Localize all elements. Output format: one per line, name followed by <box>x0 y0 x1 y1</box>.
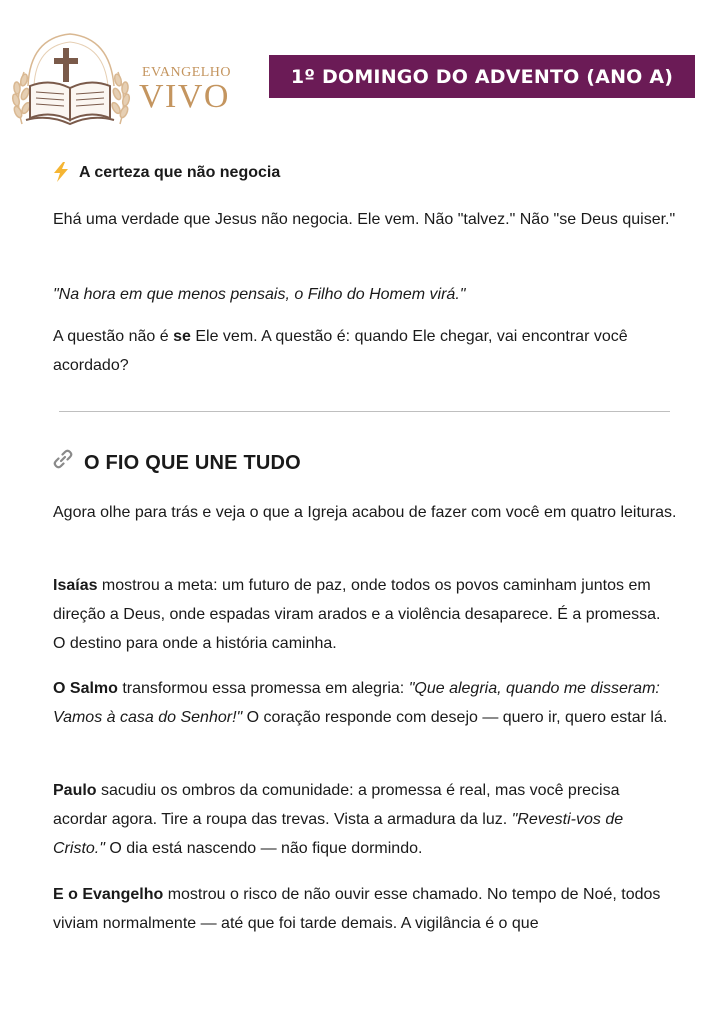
bold-span: se <box>173 328 191 345</box>
paragraph-intro: Ehá uma verdade que Jesus não negocia. Ele vem. Não "talvez." Não "se Deus quiser." <box>53 211 676 228</box>
section-heading-certeza: A certeza que não negocia <box>79 164 281 181</box>
bold-lead: O Salmo <box>53 680 118 697</box>
section-heading-fio: O FIO QUE UNE TUDO <box>84 452 301 474</box>
link-icon <box>52 448 74 470</box>
paragraph-quote <box>53 280 677 309</box>
bold-lead: E o Evangelho <box>53 886 164 903</box>
quote-text: "Revesti-vos de Cristo." <box>53 811 624 857</box>
paragraph-leituras: Agora olhe para trás e veja o que a Igreja acabou de fazer com você em quatro leituras. <box>53 504 677 521</box>
text-span: mostrou o risco de não ouvir esse chamado. No tempo de Noé, todos viviam normalmente — até que foi tarde demais. A vigilância é o que <box>53 886 661 932</box>
text-span: A questão não é <box>53 328 174 345</box>
paragraph-paulo <box>53 776 677 863</box>
text-span: Ele vem. A questão é: quando Ele chegar, vai encontrar você acordado? <box>53 328 628 374</box>
bold-lead: Isaías <box>53 577 98 594</box>
text-span: O dia está nascendo — não fique dormindo. <box>104 840 423 857</box>
page-title-banner: 1º DOMINGO DO ADVENTO (ANO A) <box>269 55 695 98</box>
open-bible-cross-icon <box>8 28 138 130</box>
paragraph-salmo <box>53 674 677 732</box>
bold-lead: Paulo <box>53 782 97 799</box>
text-span: sacudiu os ombros da comunidade: a promessa é real, mas você precisa acordar agora. Tire a roupa das trevas. Vista a armadura da luz. <box>53 782 620 828</box>
brand-title: VIVO <box>139 78 230 115</box>
paragraph-evangelho <box>53 880 677 938</box>
paragraph-isaias <box>53 571 677 658</box>
text-span: transformou essa promessa em alegria: <box>117 680 409 697</box>
text-span: O coração responde com desejo — quero ir, quero estar lá. <box>242 709 668 726</box>
quote-text: "Na hora em que menos pensais, o Filho do Homem virá." <box>53 286 466 303</box>
text-span: mostrou a meta: um futuro de paz, onde todos os povos caminham juntos em direção a Deus, onde espadas viram arados e a violência desaparece. É a promessa. O destino para onde a história caminha. <box>53 577 661 652</box>
brand-subtitle: EVANGELHO <box>142 65 232 80</box>
divider <box>59 411 670 412</box>
paragraph-question <box>53 322 677 380</box>
lightning-icon <box>52 162 70 182</box>
logo <box>8 28 230 130</box>
quote-text: "Que alegria, quando me disseram: Vamos à casa do Senhor!" <box>53 680 660 726</box>
